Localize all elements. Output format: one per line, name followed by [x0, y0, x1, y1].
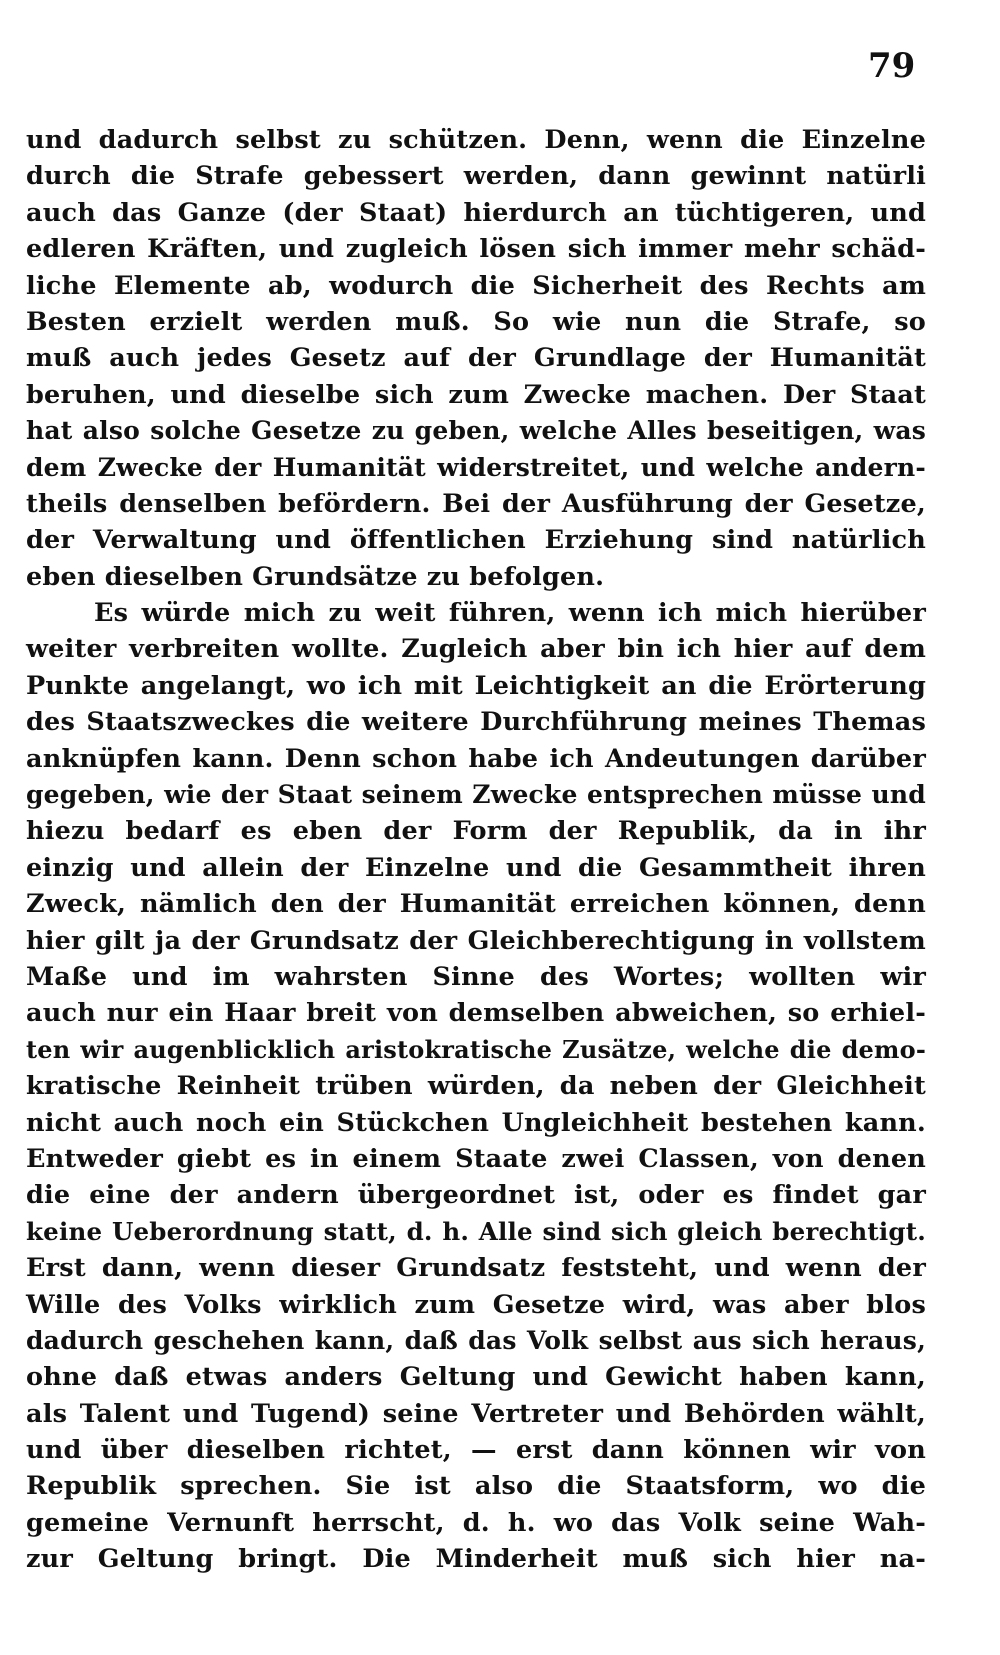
- page-number: 79: [868, 46, 916, 86]
- text-line: beruhen, und dieselbe sich zum Zwecke machen. Der Staat: [26, 379, 926, 410]
- text-line: Erst dann, wenn dieser Grundsatz feststeht, und wenn der: [26, 1253, 926, 1284]
- text-line: der Verwaltung und öffentlichen Erziehung sind natürlich: [26, 525, 926, 556]
- text-line: eben dieselben Grundsätze zu befolgen.: [26, 561, 605, 592]
- text-line: die eine der andern übergeordnet ist, oder es findet gar: [26, 1180, 926, 1211]
- text-line: auch nur ein Haar breit von demselben abweichen, so erhiel-: [26, 998, 926, 1029]
- text-line: weiter verbreiten wollte. Zugleich aber bin ich hier auf dem: [26, 634, 926, 665]
- text-line: muß auch jedes Gesetz auf der Grundlage der Humanität: [26, 343, 926, 374]
- text-line: gegeben, wie der Staat seinem Zwecke entsprechen müsse und: [26, 780, 926, 810]
- text-line: edleren Kräften, und zugleich lösen sich immer mehr schäd-: [26, 234, 926, 265]
- text-line: anknüpfen kann. Denn schon habe ich Andeutungen darüber: [26, 743, 926, 774]
- text-line: als Talent und Tugend) seine Vertreter und Behörden wählt,: [26, 1398, 926, 1429]
- text-line: Zweck, nämlich den der Humanität erreichen können, denn: [26, 889, 926, 920]
- text-line: und über dieselben richtet, — erst dann können wir von: [26, 1435, 926, 1466]
- text-line: Republik sprechen. Sie ist also die Staatsform, wo die: [26, 1471, 926, 1502]
- text-line: dadurch geschehen kann, daß das Volk selbst aus sich heraus,: [26, 1325, 926, 1355]
- text-line: keine Ueberordnung statt, d. h. Alle sind sich gleich berechtigt.: [26, 1216, 926, 1246]
- text-line: kratische Reinheit trüben würden, da neben der Gleichheit: [26, 1071, 926, 1102]
- text-line: durch die Strafe gebessert werden, dann gewinnt natürli: [26, 161, 926, 192]
- text-line: ohne daß etwas anders Geltung und Gewicht haben kann,: [26, 1362, 926, 1393]
- text-line: Besten erzielt werden muß. So wie nun die Strafe, so: [26, 306, 926, 337]
- text-line: Entweder giebt es in einem Staate zwei Classen, von denen: [26, 1143, 926, 1174]
- text-line: und dadurch selbst zu schützen. Denn, wenn die Einzelne: [26, 125, 926, 155]
- body-text: [26, 122, 926, 1578]
- text-line: Wille des Volks wirklich zum Gesetze wird, was aber blos: [26, 1289, 926, 1320]
- text-line: hier gilt ja der Grundsatz der Gleichberechtigung in vollstem: [26, 925, 926, 956]
- text-line: dem Zwecke der Humanität widerstreitet, und welche andern-: [26, 452, 926, 482]
- text-line: Punkte angelangt, wo ich mit Leichtigkeit an die Erörterung: [26, 670, 926, 701]
- text-line: hat also solche Gesetze zu geben, welche Alles beseitigen, was: [26, 416, 926, 446]
- text-line: liche Elemente ab, wodurch die Sicherheit des Rechts am: [26, 270, 926, 301]
- text-line: theils denselben befördern. Bei der Ausführung der Gesetze,: [26, 488, 926, 519]
- text-line: hiezu bedarf es eben der Form der Republik, da in ihr: [26, 816, 926, 847]
- text-line: auch das Ganze (der Staat) hierdurch an tüchtigeren, und: [26, 197, 926, 228]
- text-line: des Staatszweckes die weitere Durchführung meines Themas: [26, 707, 926, 738]
- text-line: nicht auch noch ein Stückchen Ungleichheit bestehen kann.: [26, 1107, 926, 1138]
- text-line: gemeine Vernunft herrscht, d. h. wo das Volk seine Wah-: [26, 1507, 926, 1538]
- text-line: Maße und im wahrsten Sinne des Wortes; wollten wir: [26, 961, 926, 992]
- text-line: zur Geltung bringt. Die Minderheit muß sich hier na-: [26, 1544, 926, 1575]
- text-line: ten wir augenblicklich aristokratische Zusätze, welche die demo-: [26, 1034, 926, 1064]
- text-line: Es würde mich zu weit führen, wenn ich mich hierüber: [94, 598, 926, 629]
- text-line: einzig und allein der Einzelne und die Gesammtheit ihren: [26, 852, 926, 883]
